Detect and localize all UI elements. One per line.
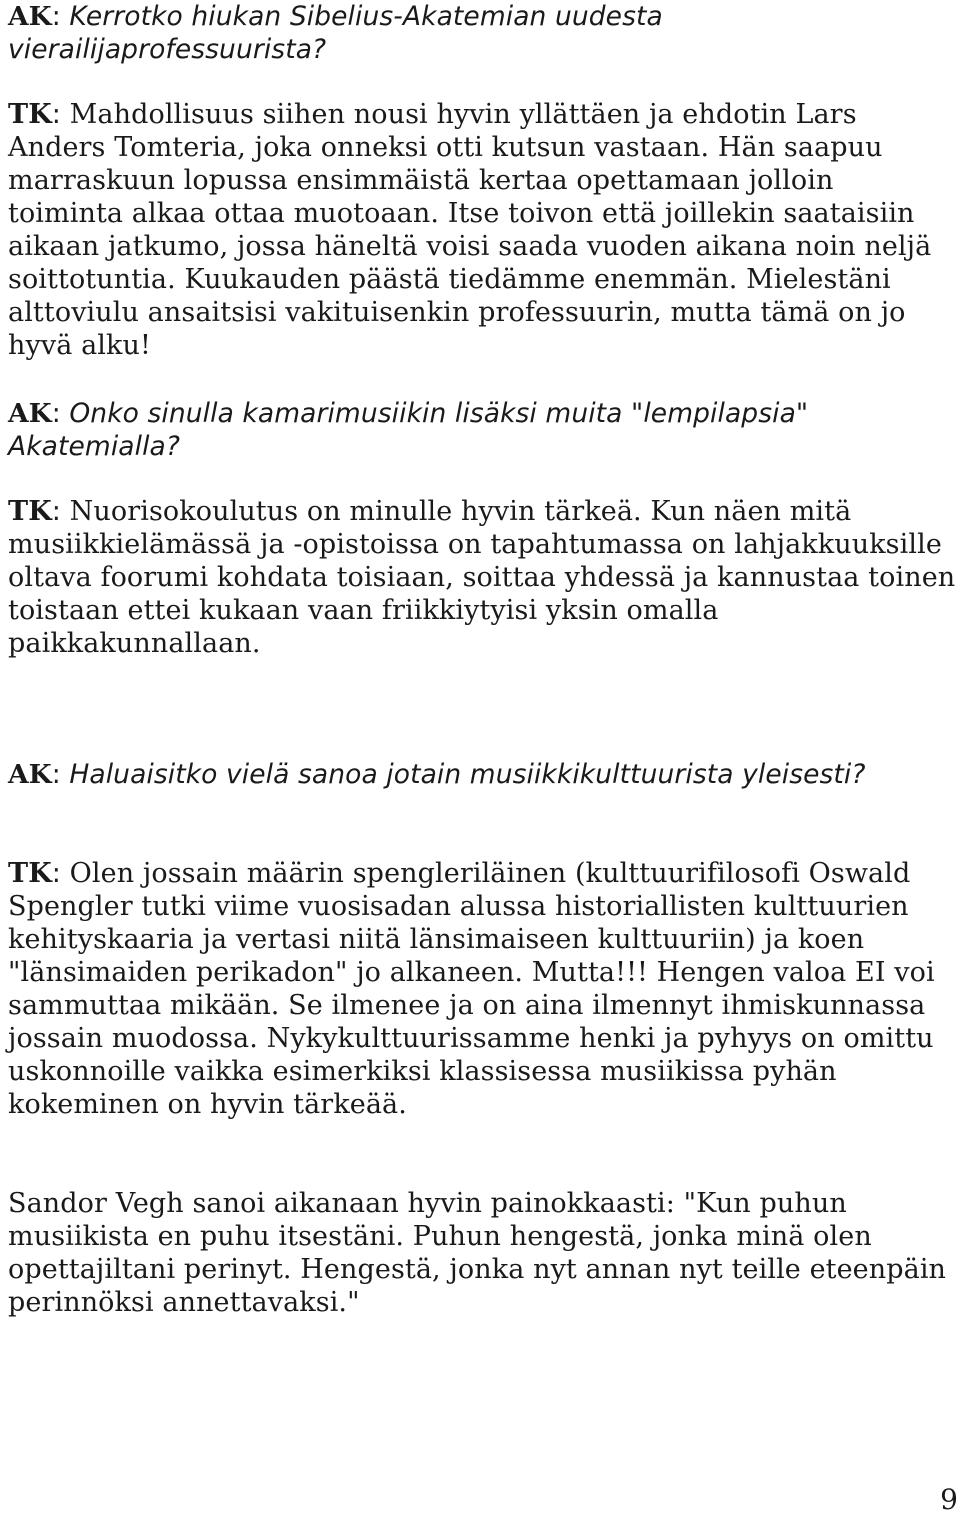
interview-answer [8, 857, 956, 1121]
speaker-separator: : [51, 496, 61, 527]
speaker-separator: : [51, 398, 61, 429]
speaker-separator: : [51, 1, 61, 32]
interview-question [8, 758, 866, 791]
speaker-label: AK [8, 398, 52, 429]
answer-text: Sandor Vegh sanoi aikanaan hyvin painokkaasti: "Kun puhun musiikista en puhu itsestäni. Puhun hengestä, jonka minä olen opettajiltani perinyt. Hengestä, jonka nyt annan nyt teille eteenpäin perinnöksi annettavaksi." [8, 1188, 947, 1318]
speaker-label: TK [8, 858, 52, 889]
speaker-separator: : [51, 759, 61, 790]
question-text: Onko sinulla kamarimusiikin lisäksi muita "lempilapsia" Akatemialla? [8, 398, 809, 462]
speaker-separator: : [51, 99, 61, 130]
interview-question [8, 397, 956, 463]
interview-answer [8, 98, 956, 362]
question-text: Haluaisitko vielä sanoa jotain musiikkikulttuurista yleisesti? [60, 759, 866, 790]
speaker-separator: : [51, 858, 61, 889]
question-text: Kerrotko hiukan Sibelius-Akatemian uudesta vierailijaprofessuurista? [8, 1, 663, 65]
speaker-label: AK [8, 759, 52, 790]
speaker-label: TK [8, 99, 52, 130]
answer-continuation [8, 1187, 956, 1319]
interview-answer [8, 495, 956, 660]
answer-text: Olen jossain määrin spengleriläinen (kulttuurifilosofi Oswald Spengler tutki viime vuosisadan alussa historiallisten kulttuurien kehityskaaria ja vertasi niitä länsimaiseen kulttuuriin) ja koen "länsimaiden perikadon" jo alkaneen. Mutta!!! Hengen valoa EI voi sammuttaa mikään. Se ilmenee ja on aina ilmennyt ihmiskunnassa jossain muodossa. Nykykulttuurissamme henki ja pyhyys on omittu uskonnoille vaikka esimerkiksi klassisessa musiikissa pyhän kokeminen on hyvin tärkeää. [8, 858, 935, 1120]
interview-question [8, 0, 956, 66]
speaker-label: AK [8, 1, 52, 32]
page-number: 9 [940, 1483, 958, 1516]
speaker-label: TK [8, 496, 52, 527]
answer-text: Mahdollisuus siihen nousi hyvin yllättäen ja ehdotin Lars Anders Tomteria, joka onneksi otti kutsun vastaan. Hän saapuu marraskuun lopussa ensimmäistä kertaa opettamaan jolloin toiminta alkaa ottaa muotoaan. Itse toivon että joillekin saataisiin aikaan jatkumo, jossa häneltä voisi saada vuoden aikana noin neljä soittotuntia. Kuukauden päästä tiedämme enemmän. Mielestäni alttoviulu ansaitsisi vakituisenkin professuurin, mutta tämä on jo hyvä alku! [8, 99, 932, 361]
answer-text: Nuorisokoulutus on minulle hyvin tärkeä. Kun näen mitä musiikkielämässä ja -opistoissa on tapahtumassa on lahjakkuuksille oltava foorumi kohdata toisiaan, soittaa yhdessä ja kannustaa toinen toistaan ettei kukaan vaan friikkiytyisi yksin omalla paikkakunnallaan. [8, 496, 956, 659]
